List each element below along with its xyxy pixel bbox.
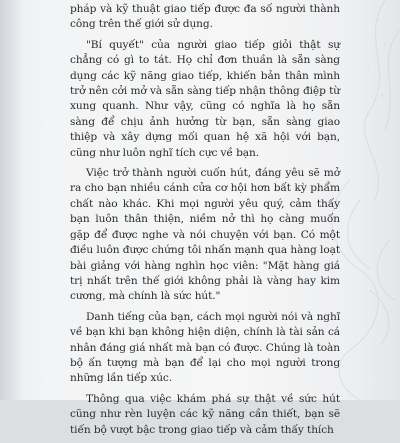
body-text — [70, 2, 340, 443]
page-gutter-shadow — [0, 0, 22, 400]
paragraph-1: pháp và kỹ thuật giao tiếp được đa số người thành công trên thế giới sử dụng. — [70, 3, 340, 31]
paragraph-2: "Bí quyết" của người giao tiếp giỏi thật sự chẳng có gì to tát. Họ chỉ đơn thuần là sẵn sàng dụng các kỹ năng giao tiếp, khiến bản thân mình trở nên cởi mở và sẵn sàng tiếp nhận thông điệp từ xung quanh. Như vậy, cũng có nghĩa là họ sẵn sàng để chịu ảnh hưởng từ bạn, sẵn sàng giao thiệp và xây dựng mối quan hệ xã hội với bạn, cũng như luôn nghĩ tích cực về bạn. — [70, 38, 340, 159]
paragraph-3: Việc trở thành người cuốn hút, đáng yêu sẽ mở ra cho bạn nhiều cánh cửa cơ hội hơn bất kỳ phẩm chất nào khác. Khi mọi người yêu quý, cảm thấy bạn luôn thân thiện, niềm nở thì họ càng muốn gặp để được nghe và nói chuyện với bạn. Có một điều luôn được chứng tôi nhấn mạnh qua hàng loạt bài giảng với hàng nghìn học viên: "Mặt hàng giá trị nhất trên thế giới không phải là vàng hay kim cương, mà chính là sức hút." — [70, 167, 340, 303]
paragraph-5: Thông qua việc khám phá sự thật về sức hút cũng như rèn luyện các kỹ năng cần thiết, bạn sẽ tiến bộ vượt bậc trong giao tiếp và cảm thấy thích — [70, 392, 340, 436]
paragraph-4: Danh tiếng của bạn, cách mọi người nói và nghĩ về bạn khi bạn không hiện diện, chính là tài sản cá nhân đáng giá nhất mà bạn có được. Chúng là toàn bộ ấn tượng mà bạn để lại cho mọi người trong những lần tiếp xúc. — [70, 310, 340, 385]
